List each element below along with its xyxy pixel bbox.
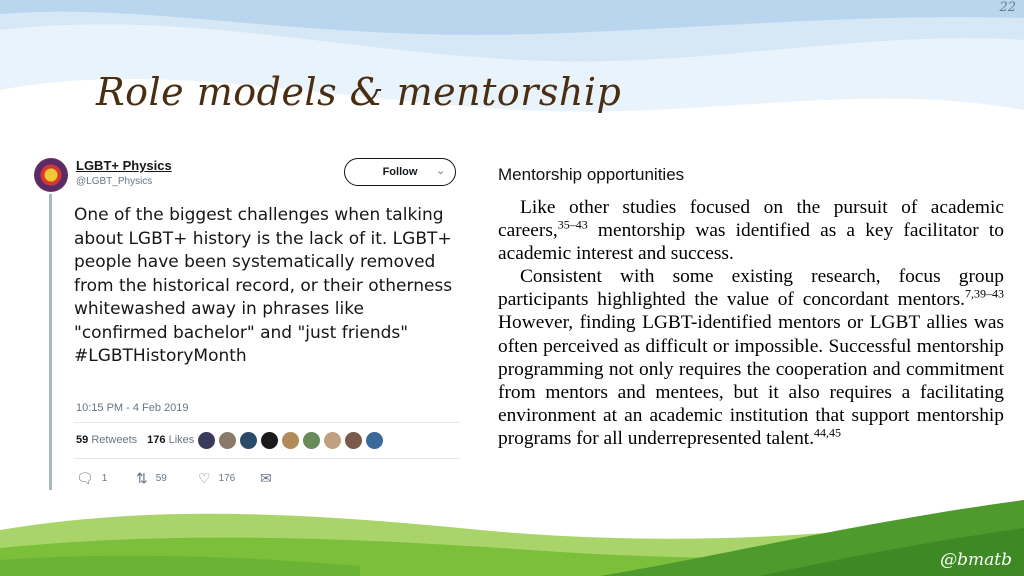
message-action[interactable] bbox=[260, 470, 272, 487]
liker-avatars bbox=[198, 432, 383, 449]
liker-avatar[interactable] bbox=[324, 432, 341, 449]
like-action[interactable] bbox=[198, 470, 260, 487]
liker-avatar[interactable] bbox=[261, 432, 278, 449]
divider bbox=[74, 422, 460, 423]
like-count: 176 bbox=[218, 473, 236, 484]
tweet-actions bbox=[76, 470, 272, 487]
slide-number: 22 bbox=[999, 0, 1016, 15]
tweet-stats bbox=[76, 434, 194, 446]
account-name[interactable]: LGBT+ Physics bbox=[76, 158, 172, 173]
retweet-icon: ⇅ bbox=[136, 470, 148, 486]
liker-avatar[interactable] bbox=[240, 432, 257, 449]
reply-icon: 🗨 bbox=[76, 470, 94, 486]
account-avatar[interactable] bbox=[34, 158, 68, 192]
liker-avatar[interactable] bbox=[303, 432, 320, 449]
reply-count: 1 bbox=[101, 473, 108, 484]
retweets-stat[interactable]: 59 Retweets bbox=[76, 434, 138, 446]
liker-avatar[interactable] bbox=[345, 432, 362, 449]
likes-stat[interactable]: 176 Likes bbox=[147, 434, 195, 446]
heart-icon: ♡ bbox=[198, 470, 211, 486]
thread-line bbox=[49, 194, 52, 490]
liker-avatar[interactable] bbox=[282, 432, 299, 449]
tweet-timestamp[interactable]: 10:15 PM - 4 Feb 2019 bbox=[76, 402, 189, 414]
tweet-text: One of the biggest challenges when talking about LGBT+ history is the lack of it. LGBT+ people have been systematically removed from the historical record, or their otherness whitewashed away in phrases like "confirmed bachelor" and "just friends" #LGBTHistoryMonth bbox=[74, 205, 453, 366]
divider bbox=[74, 458, 460, 459]
retweet-action[interactable] bbox=[136, 470, 198, 487]
liker-avatar[interactable] bbox=[366, 432, 383, 449]
envelope-icon: ✉ bbox=[260, 470, 272, 486]
slide-title: Role models & mentorship bbox=[96, 70, 622, 114]
paper-heading: Mentorship opportunities bbox=[498, 165, 685, 184]
account-handle[interactable]: @LGBT_Physics bbox=[76, 176, 153, 187]
paper-paragraph-1: Like other studies focused on the pursuit of academic careers,$^{35-43}$ mentorship was identified as a key facilitator to academic interest and success. bbox=[498, 197, 1004, 265]
paper-excerpt bbox=[490, 158, 1014, 464]
liker-avatar[interactable] bbox=[219, 432, 236, 449]
liker-avatar[interactable] bbox=[198, 432, 215, 449]
paper-paragraph-2: Consistent with some existing research, focus group participants highlighted the value of concordant mentors.$^{7,39-43}$ However, finding LGBT-identified mentors or LGBT allies was often perceived as difficult or impossible. Successful mentorship programming not only requires the cooperation and commitment from mentors and mentees, but it also requires a facilitating environment at an academic institution that support mentorship programs for all underrepresented talent.$^{44,45}$ bbox=[498, 266, 1004, 449]
chevron-down-icon[interactable]: ⌄ bbox=[436, 164, 446, 177]
tweet-card bbox=[22, 146, 466, 493]
retweet-count: 59 bbox=[155, 473, 167, 484]
follow-button[interactable]: Follow bbox=[344, 158, 456, 186]
paper-body bbox=[498, 196, 1004, 450]
author-credit: @bmatb bbox=[940, 550, 1012, 570]
reply-action[interactable] bbox=[76, 470, 136, 487]
